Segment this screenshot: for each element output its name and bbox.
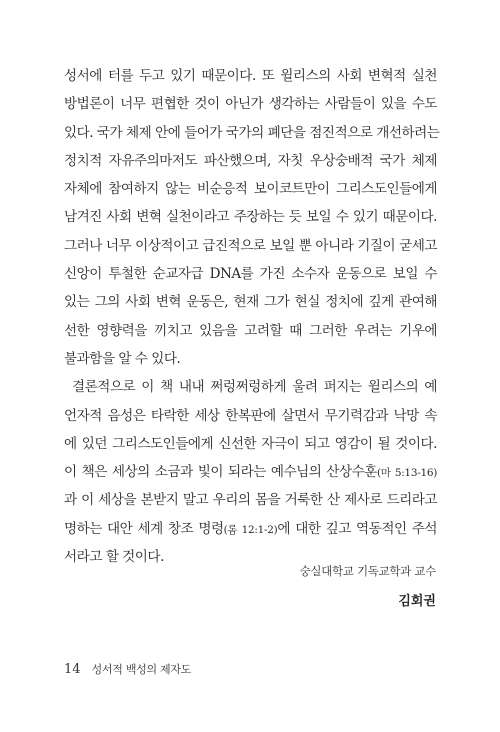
text-segment: 에 대한 깊고 역동적인 주석 — [277, 520, 438, 537]
text-line: 그러나 너무 이상적이고 급진적으로 보일 뿐 아니라 기질이 굳세고 — [64, 237, 437, 254]
text-line: 있는 그의 사회 변혁 운동은, 현재 그가 현실 정치에 깊게 관여해 — [64, 294, 437, 311]
author-name: 김회권 — [398, 594, 436, 609]
text-line: 과 이 세상을 본받지 말고 우리의 몸을 거룩한 산 제사로 드리라고 — [64, 492, 437, 509]
author-affiliation: 숭실대학교 기독교학과 교수 — [299, 564, 436, 578]
text-line: 정치적 자유주의마저도 파산했으며, 자칫 우상숭배적 국가 체제 — [64, 152, 437, 169]
text-line: 불과함을 알 수 있다. — [64, 350, 181, 367]
text-segment: 이 책은 세상의 소금과 빛이 되라는 예수님의 산상수훈 — [64, 464, 377, 481]
text-line: 있다. 국가 체제 안에 들어가 국가의 폐단을 점진적으로 개선하려는 — [64, 124, 440, 141]
scripture-reference: (마 5:13-16) — [376, 467, 437, 480]
page-footer — [64, 658, 191, 677]
text-line: 에 있던 그리스도인들에게 신선한 자극이 되고 영감이 될 것이다. — [64, 435, 437, 452]
text-line: 서라고 할 것이다. — [64, 549, 164, 566]
running-title: 성서적 백성의 제자도 — [91, 663, 191, 676]
text-line: 성서에 터를 두고 있기 때문이다. 또 윌리스의 사회 변혁적 실천 — [64, 68, 437, 84]
body-text — [64, 62, 440, 571]
scripture-reference: (롬 12:1-2) — [223, 523, 278, 536]
text-line: 선한 영향력을 끼치고 있음을 고려할 때 그러한 우려는 기우에 — [64, 322, 437, 339]
text-line: 자체에 참여하지 않는 비순응적 보이코트만이 그리스도인들에게 — [64, 181, 437, 198]
text-line: 언자적 음성은 타락한 세상 한복판에 살면서 무기력감과 낙망 속 — [64, 407, 437, 424]
text-line: 결론적으로 이 책 내내 쩌렁쩌렁하게 울려 퍼지는 윌리스의 예 — [72, 379, 437, 396]
text-line: 신앙이 투철한 순교자급 DNA를 가진 소수자 운동으로 보일 수 — [64, 266, 437, 283]
text-line-with-reference — [64, 515, 437, 543]
page-number: 14 — [64, 662, 81, 677]
text-line: 방법론이 너무 편협한 것이 아닌가 생각하는 사람들이 있을 수도 — [64, 96, 437, 113]
text-line-with-reference — [64, 458, 437, 486]
text-line: 남겨진 사회 변혁 실천이라고 주장하는 듯 보일 수 있기 때문이다. — [64, 209, 437, 226]
text-segment: 명하는 대안 세계 창조 명령 — [64, 520, 224, 537]
